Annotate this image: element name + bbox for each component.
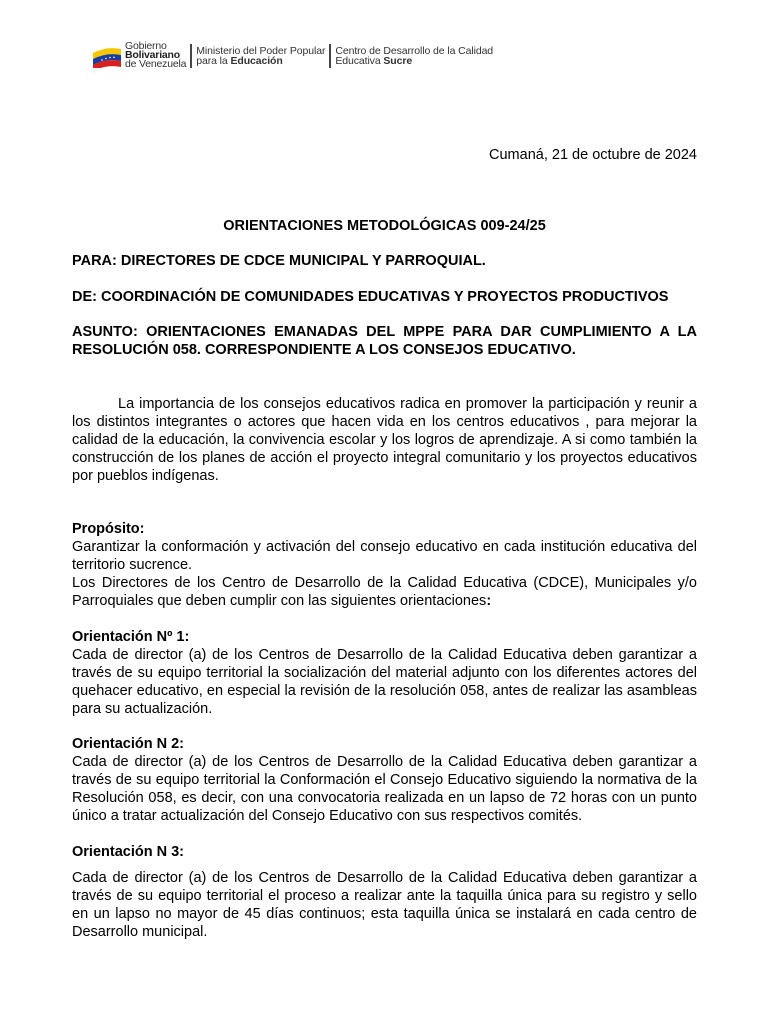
center-name: Centro de Desarrollo de la Calidad Educativa Sucre	[335, 45, 494, 67]
letterhead	[92, 42, 493, 69]
venezuela-flag-logo-icon	[92, 44, 122, 68]
orientation-text: Cada de director (a) de los Centros de Desarrollo de la Calidad Educativa deben garantizar a través de su equipo territorial la Conformación el Consejo Educativo siguiendo la normativa de la Resolución 058, es decir, con una convocatoria realizada en un lapso de 72 horas con un punto único a tratar actualización del Consejo Educativo con sus respectivos comités.	[72, 754, 697, 824]
document-date: Cumaná, 21 de octubre de 2024	[489, 147, 697, 163]
orientation-text: Cada de director (a) de los Centros de Desarrollo de la Calidad Educativa deben garantizar a través de su equipo territorial la socialización del material adjunto con los diferentes actores del quehacer educativo, en especial la revisión de la resolución 058, antes de realizar las asambleas para su actualización.	[72, 647, 697, 717]
purpose-directors-text: Los Directores de los Centro de Desarrollo de la Calidad Educativa (CDCE), Municipales y/o Parroquiales que deben cumplir con las siguientes orientaciones:	[72, 575, 697, 609]
orientation-text: Cada de director (a) de los Centros de Desarrollo de la Calidad Educativa deben garantizar a través de su equipo territorial el proceso a realizar ante la taquilla única para su registro y sello en un lapso no mayor de 45 días continuos; esta taquilla única se instalará en cada centro de Desarrollo municipal.	[72, 870, 697, 940]
purpose-section	[72, 520, 697, 610]
purpose-text: Garantizar la conformación y activación del consejo educativo en cada institución educativa del territorio sucrence.	[72, 539, 697, 573]
intro-paragraph: La importancia de los consejos educativos radica en promover la participación y reunir a los distintos integrantes o actores que hacen vida en los centros educativos , para mejorar la calidad de la educación, la convivencia escolar y los logros de aprendizaje. A si como también la construcción de los planes de acción el proyecto integral comunitario y los proyectos educativos por pueblos indígenas.	[72, 396, 697, 484]
header-separator	[190, 44, 192, 68]
orientation-3	[72, 843, 697, 941]
government-name: Gobierno Bolivariano de Venezuela	[125, 40, 187, 70]
purpose-heading: Propósito:	[72, 521, 145, 537]
orientation-heading: Orientación N 3:	[72, 844, 184, 860]
ministry-name: Ministerio del Poder Popular para la Educación	[196, 45, 326, 67]
orientation-1	[72, 628, 697, 718]
orientation-heading: Orientación N 2:	[72, 736, 184, 752]
orientation-2	[72, 735, 697, 825]
document-title: ORIENTACIONES METODOLÓGICAS 009-24/25	[223, 218, 546, 234]
header-separator	[329, 44, 331, 68]
recipient-line: PARA: DIRECTORES DE CDCE MUNICIPAL Y PARROQUIAL.	[72, 253, 486, 269]
subject-line: ASUNTO: ORIENTACIONES EMANADAS DEL MPPE PARA DAR CUMPLIMIENTO A LA RESOLUCIÓN 058. CORRESPONDIENTE A LOS CONSEJOS EDUCATIVO.	[72, 324, 697, 358]
sender-line: DE: COORDINACIÓN DE COMUNIDADES EDUCATIVAS Y PROYECTOS PRODUCTIVOS	[72, 289, 669, 305]
orientation-heading: Orientación Nº 1:	[72, 629, 190, 645]
